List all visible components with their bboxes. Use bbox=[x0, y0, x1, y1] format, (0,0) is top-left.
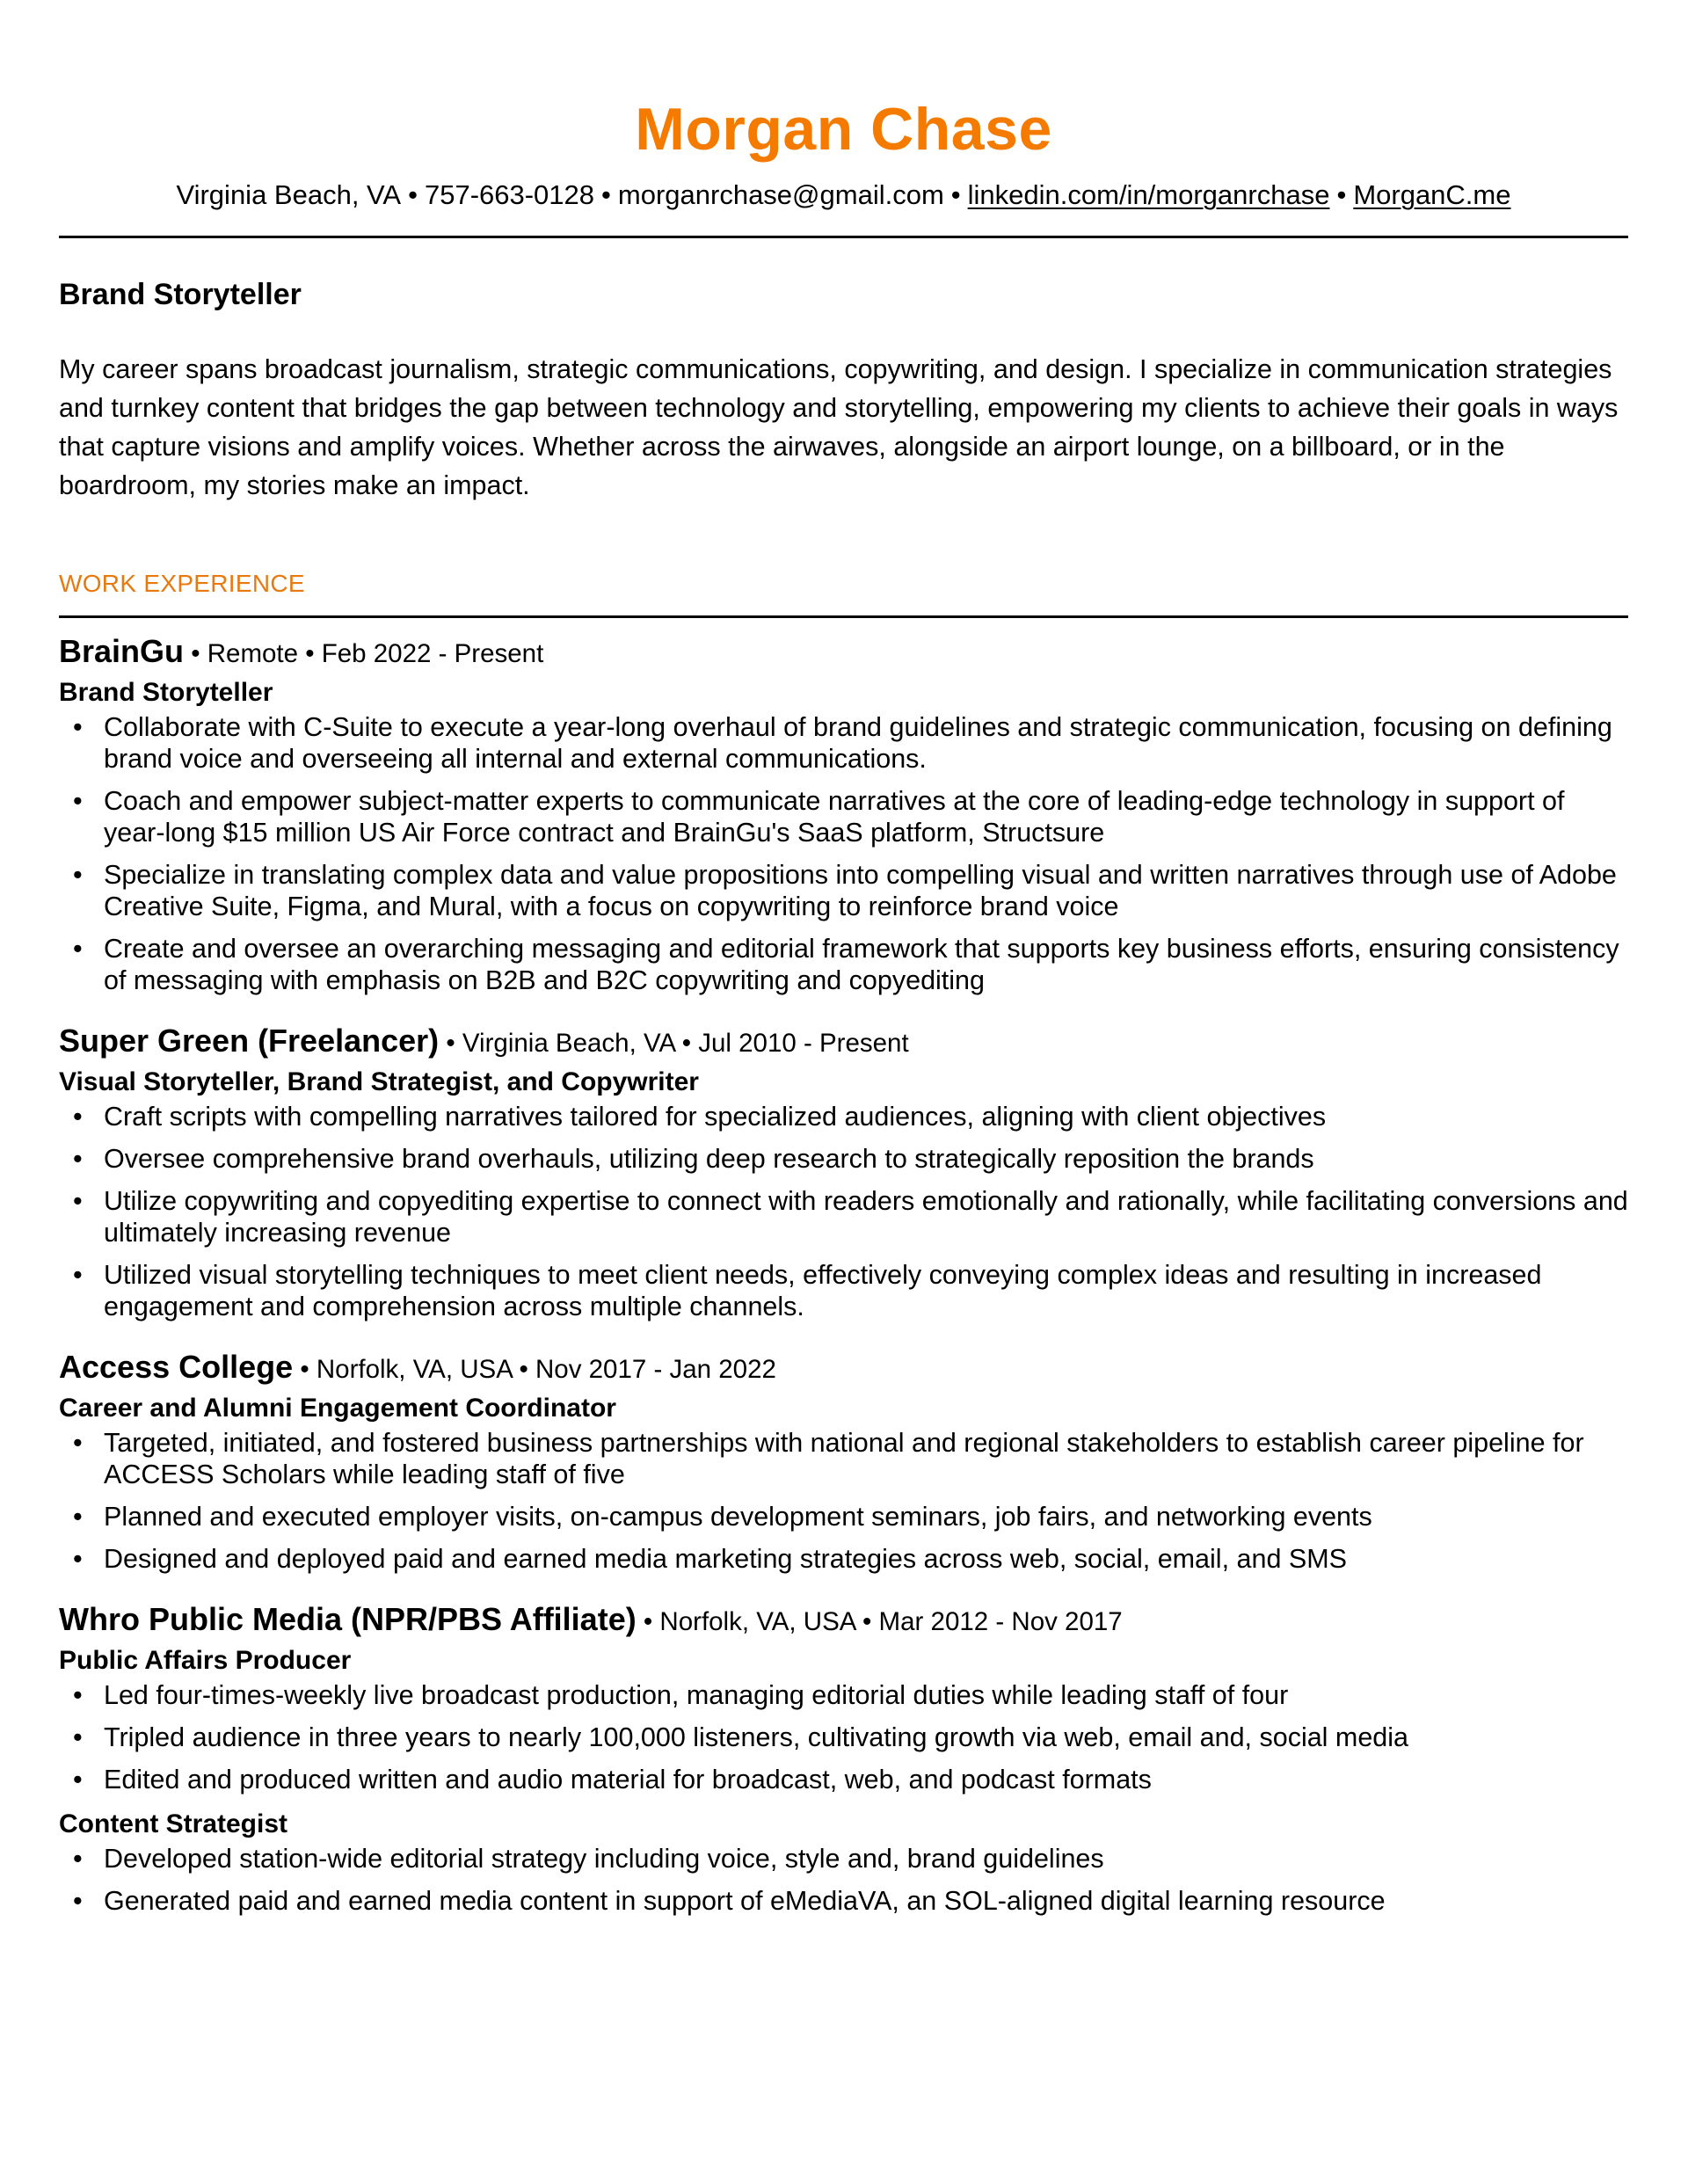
separator-dot: • bbox=[601, 179, 611, 210]
linkedin-link[interactable]: linkedin.com/in/morganrchase bbox=[967, 179, 1330, 210]
section-divider bbox=[59, 615, 1628, 618]
section-title-work-experience: WORK EXPERIENCE bbox=[59, 570, 305, 597]
job-header bbox=[59, 1021, 1628, 1064]
job-title: Visual Storyteller, Brand Strategist, and Copywriter bbox=[59, 1067, 699, 1096]
summary-paragraph: My career spans broadcast journalism, strategic communications, copywriting, and design. I specialize in communication strategies and turnkey content that bridges the gap between technology and storytelling, empowering my clients to achieve their goals in ways that capture visions and amplify voices. Whether across the airwaves, alongside an airport lounge, on a billboard, or in the boardroom, my stories make an impact. bbox=[59, 354, 1619, 500]
bullet-item: • Oversee comprehensive brand overhauls, utilizing deep research to strategically reposition the brands bbox=[59, 1143, 1628, 1175]
company-name: Super Green (Freelancer) bbox=[59, 1023, 440, 1059]
job-header bbox=[59, 631, 1628, 674]
bullet-list bbox=[59, 1101, 1628, 1322]
bullet-item: • Edited and produced written and audio material for broadcast, web, and podcast formats bbox=[59, 1764, 1628, 1795]
bullet-item: • Collaborate with C-Suite to execute a year-long overhaul of brand guidelines and strategic communication, focusing on defining brand voice and overseeing all internal and external communications. bbox=[59, 711, 1628, 775]
job-entry bbox=[59, 1347, 1628, 1575]
bullet-item: • Led four-times-weekly live broadcast production, managing editorial duties while leading staff of four bbox=[59, 1679, 1628, 1711]
bullet-item: • Utilize copywriting and copyediting expertise to connect with readers emotionally and rationally, while facilitating conversions and ultimately increasing revenue bbox=[59, 1185, 1628, 1249]
bullet-item: • Planned and executed employer visits, on-campus development seminars, job fairs, and networking events bbox=[59, 1501, 1628, 1532]
job-header bbox=[59, 1347, 1628, 1390]
job-title: Content Strategist bbox=[59, 1809, 288, 1838]
bullet-item: • Designed and deployed paid and earned media marketing strategies across web, social, email, and SMS bbox=[59, 1543, 1628, 1575]
candidate-name: Morgan Chase bbox=[635, 96, 1052, 163]
job-entry bbox=[59, 1599, 1628, 1917]
job-header bbox=[59, 1599, 1628, 1642]
separator-dot: • bbox=[950, 179, 961, 210]
contact-location: Virginia Beach, VA bbox=[176, 179, 402, 210]
contact-phone: 757-663-0128 bbox=[424, 179, 595, 210]
work-experience-list bbox=[59, 631, 1628, 1941]
job-title: Career and Alumni Engagement Coordinator bbox=[59, 1394, 616, 1423]
bullet-item: • Coach and empower subject-matter experts to communicate narratives at the core of leading-edge technology in support of year-long $15 million US Air Force contract and BrainGu's SaaS platform, Structsure bbox=[59, 785, 1628, 848]
professional-headline: Brand Storyteller bbox=[59, 278, 302, 311]
separator-dot: • bbox=[1336, 179, 1347, 210]
separator-dot: • bbox=[408, 179, 418, 210]
company-name: Access College bbox=[59, 1349, 294, 1385]
bullet-list bbox=[59, 1427, 1628, 1575]
job-meta: • Norfolk, VA, USA • Nov 2017 - Jan 2022 bbox=[293, 1355, 776, 1384]
bullet-item: • Tripled audience in three years to nearly 100,000 listeners, cultivating growth via web, email and, social media bbox=[59, 1722, 1628, 1753]
contact-line bbox=[59, 176, 1628, 215]
company-name: BrainGu bbox=[59, 633, 185, 669]
bullet-list bbox=[59, 1679, 1628, 1795]
bullet-item: • Generated paid and earned media content in support of eMediaVA, an SOL-aligned digital learning resource bbox=[59, 1885, 1628, 1917]
contact-email: morganrchase@gmail.com bbox=[617, 179, 944, 210]
website-link[interactable]: MorganC.me bbox=[1353, 179, 1511, 210]
bullet-item: • Targeted, initiated, and fostered business partnerships with national and regional stakeholders to establish career pipeline for ACCESS Scholars while leading staff of five bbox=[59, 1427, 1628, 1490]
bullet-item: • Craft scripts with compelling narratives tailored for specialized audiences, aligning with client objectives bbox=[59, 1101, 1628, 1132]
job-meta: • Remote • Feb 2022 - Present bbox=[184, 639, 544, 668]
bullet-item: • Specialize in translating complex data and value propositions into compelling visual and written narratives through use of Adobe Creative Suite, Figma, and Mural, with a focus on copywriting to reinforce brand voice bbox=[59, 859, 1628, 922]
job-title: Public Affairs Producer bbox=[59, 1646, 352, 1675]
company-name: Whro Public Media (NPR/PBS Affiliate) bbox=[59, 1601, 637, 1637]
job-meta: • Virginia Beach, VA • Jul 2010 - Present bbox=[439, 1029, 909, 1058]
job-entry bbox=[59, 631, 1628, 996]
job-meta: • Norfolk, VA, USA • Mar 2012 - Nov 2017 bbox=[636, 1607, 1123, 1636]
bullet-item: • Create and oversee an overarching messaging and editorial framework that supports key business efforts, ensuring consistency of messaging with emphasis on B2B and B2C copywriting and copyediting bbox=[59, 933, 1628, 996]
header-divider bbox=[59, 236, 1628, 238]
bullet-list bbox=[59, 1843, 1628, 1917]
job-title: Brand Storyteller bbox=[59, 678, 273, 707]
bullet-item: • Utilized visual storytelling techniques to meet client needs, effectively conveying complex ideas and resulting in increased engagement and comprehension across multiple channels. bbox=[59, 1259, 1628, 1322]
bullet-item: • Developed station-wide editorial strategy including voice, style and, brand guidelines bbox=[59, 1843, 1628, 1875]
bullet-list bbox=[59, 711, 1628, 996]
job-entry bbox=[59, 1021, 1628, 1322]
